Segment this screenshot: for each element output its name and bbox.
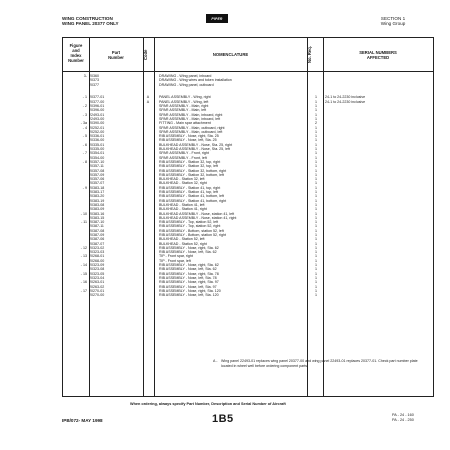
cell-quantity: 1 xyxy=(315,245,317,250)
cell-part-number: 20383-08 xyxy=(89,202,105,207)
cell-nomenclature: RIB ASSEMBLY - Nose, right, Sta. 120 xyxy=(159,288,221,293)
cell-quantity: 1 xyxy=(315,108,317,113)
cell-part-number: 20383-09 xyxy=(89,207,105,212)
cell-nomenclature: BULKHEAD - Station 41, right xyxy=(159,207,207,212)
cell-nomenclature: DRAWING - Wing panel, inboard xyxy=(159,74,212,78)
cell-part-number: 20357-10 xyxy=(89,159,105,164)
cell-part-number: 20387-09 xyxy=(89,232,105,237)
col-serial-header xyxy=(323,50,433,60)
cell-part-number: 20354-01 xyxy=(89,151,105,156)
cell-part-number: 20377 xyxy=(89,82,99,87)
cell-quantity: 1 xyxy=(315,241,317,246)
cell-figure-index: - 3 xyxy=(82,112,87,117)
cell-nomenclature: PANEL ASSEMBLY - Wing, right xyxy=(159,95,211,100)
cell-nomenclature: TIP - Front spar, right xyxy=(159,254,193,259)
cell-figure-index: - 12 xyxy=(80,245,87,250)
cell-quantity: 1 xyxy=(315,185,317,190)
cell-quantity: 1 xyxy=(315,151,317,156)
cell-figure-index: - 10 xyxy=(80,211,87,216)
cell-quantity: 1 xyxy=(315,129,317,134)
cell-nomenclature: SPAR ASSEMBLY - Main, outboard, right xyxy=(159,125,225,130)
cell-nomenclature: BULKHEAD ASSEMBLY - Nose, station 41, left xyxy=(159,211,235,216)
cell-part-number: 20323-04 xyxy=(89,275,105,280)
cell-quantity: 1 xyxy=(315,95,317,100)
cell-figure-index: - 2 xyxy=(82,104,87,109)
cell-part-number: 20383-17 xyxy=(89,190,105,195)
cell-part-number: 20335-00 xyxy=(89,147,105,152)
section-label: SECTION 1 xyxy=(380,16,406,21)
cell-nomenclature: RIB ASSEMBLY - Station 41, top, left xyxy=(159,190,218,195)
cell-figure-index: 3- xyxy=(83,74,87,78)
page-number: 1B5 xyxy=(212,413,234,425)
cell-quantity: 1 xyxy=(315,288,317,293)
cell-part-number: 20396-01 xyxy=(89,104,105,109)
cell-figure-index: - 11 xyxy=(81,220,87,225)
cell-code: A xyxy=(146,99,150,104)
section-group: Wing Group xyxy=(380,21,406,27)
footer-model-1: PA - 24 - 160 xyxy=(392,413,414,417)
cell-part-number: 20336-01 xyxy=(89,134,105,139)
cell-part-number: 20268-01 xyxy=(89,254,105,259)
cell-quantity: 1 xyxy=(315,164,317,169)
cell-nomenclature: SPAR ASSEMBLY - Main, inboard, right xyxy=(159,112,223,117)
cell-part-number: 20323-09 xyxy=(89,263,105,268)
cell-part-number: 20387-11 xyxy=(89,224,104,229)
cell-figure-index: - 6 xyxy=(82,142,87,147)
cell-figure-index: - 7 xyxy=(82,151,87,156)
cell-nomenclature: RIB ASSEMBLY - Nose, left, Sta. 62 xyxy=(159,250,217,255)
footer-model-2: PA - 24 - 250 xyxy=(392,418,414,422)
cell-quantity: 1 xyxy=(315,275,317,280)
cell-quantity: 1 xyxy=(315,159,317,164)
cell-figure-index: - 13 xyxy=(80,254,87,259)
cell-part-number: 20377-00 xyxy=(89,99,105,104)
cell-nomenclature: RIB ASSEMBLY - Station 41, top, right xyxy=(159,185,221,190)
header-subtitle: WING PANEL 20377 ONLY xyxy=(62,21,119,27)
cell-quantity: 1 xyxy=(315,147,317,152)
cell-quantity: 1 xyxy=(315,104,317,109)
cell-nomenclature: RIB ASSEMBLY - Nose, right, Sta. 97 xyxy=(159,280,219,285)
logo-text: PIPER xyxy=(211,16,223,21)
cell-nomenclature: TIP - Front spar, left xyxy=(159,258,191,263)
footer-models xyxy=(392,413,414,423)
cell-quantity: 2 xyxy=(315,121,317,126)
col-code-header: Code xyxy=(143,49,148,61)
cell-quantity: 1 xyxy=(315,254,317,259)
cell-nomenclature: RIB ASSEMBLY - Top, station 52, right xyxy=(159,224,221,229)
cell-figure-index: - 15 xyxy=(80,271,87,276)
note-tag: A - xyxy=(213,359,218,363)
cell-part-number: 20323-08 xyxy=(89,267,105,272)
cell-part-number: 20387-08 xyxy=(89,228,105,233)
cell-nomenclature: RIB ASSEMBLY - Nose, right, Sta. 62 xyxy=(159,263,219,268)
col-fig-line2: and xyxy=(72,48,80,53)
cell-part-number: 20357-08 xyxy=(89,168,105,173)
cell-quantity: 1 xyxy=(315,99,317,104)
cell-part-number: 20252-01 xyxy=(89,125,105,130)
note-text: Wing panel 22493-01 replaces wing panel 20377-00 and wing panel 22493-01 replaces 20377-01. Check part number plate located in wheel well before ordering component parts. xyxy=(221,359,418,368)
header-right xyxy=(358,16,428,27)
cell-part-number: 20387-10 xyxy=(89,220,105,225)
cell-quantity: 1 xyxy=(315,224,317,229)
cell-nomenclature: BULKHEAD - Station 32, right xyxy=(159,181,207,186)
cell-part-number: 20390-00 xyxy=(89,121,105,126)
parts-table xyxy=(62,37,434,397)
cell-part-number: 20387-06 xyxy=(89,237,105,242)
cell-quantity: 1 xyxy=(315,284,317,289)
cell-nomenclature: RIB ASSEMBLY - Station 32, top, right xyxy=(159,159,221,164)
col-fig-line3: Index xyxy=(70,53,82,58)
cell-figure-index: - 4 xyxy=(82,125,87,130)
cell-quantity: 1 xyxy=(315,250,317,255)
cell-nomenclature: SPAR ASSEMBLY - Main, outboard, left xyxy=(159,129,223,134)
col-nomenclature-header: NOMENCLATURE xyxy=(212,52,249,57)
cell-quantity: 1 xyxy=(315,138,317,143)
cell-quantity: 1 xyxy=(315,202,317,207)
cell-serial: 24-1 to 24-2230 inclusive xyxy=(325,99,366,104)
cell-part-number: 20383-18 xyxy=(89,185,105,190)
cell-nomenclature: RIB ASSEMBLY - Nose, left, Sta. 97 xyxy=(159,284,217,289)
cell-quantity: 1 xyxy=(315,293,317,298)
cell-quantity: 1 xyxy=(315,177,317,182)
cell-nomenclature: RIB ASSEMBLY - Nose, right, Sta. 25 xyxy=(159,134,219,139)
cell-quantity: 1 xyxy=(315,211,317,216)
cell-serial: 24-1 to 24-2230 inclusive xyxy=(325,95,366,100)
cell-part-number: 20270-00 xyxy=(89,293,105,298)
header-title: WING CONSTRUCTION xyxy=(62,16,113,21)
cell-nomenclature: RIB ASSEMBLY - Nose, right, Sta. 62 xyxy=(159,245,219,250)
cell-nomenclature: SPAR ASSEMBLY - Main, inboard, left xyxy=(159,116,221,121)
header-rule xyxy=(63,71,433,72)
cell-nomenclature: SPAR ASSEMBLY - Front, right xyxy=(159,151,209,156)
cell-part-number: 20357-09 xyxy=(89,172,105,177)
cell-nomenclature: RIB ASSEMBLY - Nose, left, Sta. 25 xyxy=(159,138,217,143)
cell-quantity: 1 xyxy=(315,194,317,199)
cell-part-number: 20323-03 xyxy=(89,250,105,255)
cell-quantity: 1 xyxy=(315,237,317,242)
col-serial-line1: SERIAL NUMBERS xyxy=(359,50,397,55)
cell-part-number: 20354-00 xyxy=(89,155,105,160)
ordering-footnote: When ordering, always specify Part Number, Description and Serial Number of Aircraft xyxy=(130,402,286,406)
cell-quantity: 1 xyxy=(315,112,317,117)
cell-part-number: 20263-01 xyxy=(89,280,105,285)
cell-part-number: 20270-01 xyxy=(89,288,105,293)
col-part-line1: Part xyxy=(111,50,121,55)
cell-part-number: 20357-11 xyxy=(89,164,104,169)
cell-nomenclature: BULKHEAD ASSEMBLY - Nose, Sta. 25, right xyxy=(159,142,233,147)
cell-part-number: 20323-02 xyxy=(89,245,105,250)
cell-quantity: 1 xyxy=(315,232,317,237)
cell-nomenclature: RIB ASSEMBLY - Nose, left, Sta. 78 xyxy=(159,275,217,280)
cell-quantity: 1 xyxy=(315,267,317,272)
cell-quantity: 1 xyxy=(315,181,317,186)
cell-figure-index: - 5 xyxy=(82,134,87,139)
cell-nomenclature: SPAR ASSEMBLY - Front, left xyxy=(159,155,207,160)
cell-quantity: 1 xyxy=(315,198,317,203)
cell-quantity: 1 xyxy=(315,215,317,220)
cell-nomenclature: BULKHEAD - Station 52, left xyxy=(159,237,205,242)
cell-code: A xyxy=(146,95,150,100)
cell-nomenclature: RIB ASSEMBLY - Top, station 52, left xyxy=(159,220,219,225)
cell-quantity: 1 xyxy=(315,220,317,225)
cell-part-number: 22493-01 xyxy=(89,112,105,117)
cell-figure-index: - 9 xyxy=(82,185,87,190)
cell-nomenclature: RIB ASSEMBLY - Station 32, bottom, left xyxy=(159,172,224,177)
cell-part-number: 20263-02 xyxy=(89,284,105,289)
cell-quantity: 1 xyxy=(315,116,317,121)
cell-quantity: 1 xyxy=(315,258,317,263)
cell-nomenclature: BULKHEAD ASSEMBLY - Nose, Sta. 25, left xyxy=(159,147,230,152)
cell-nomenclature: FITTING - Main spar attachment xyxy=(159,121,211,126)
cell-part-number: 20387-07 xyxy=(89,241,105,246)
cell-nomenclature: RIB ASSEMBLY - Station 32, bottom, right xyxy=(159,168,227,173)
cell-nomenclature: BULKHEAD - Station 41, left xyxy=(159,202,205,207)
cell-quantity: 1 xyxy=(315,155,317,160)
cell-part-number: 20360 xyxy=(89,74,99,78)
cell-figure-index: - 17 xyxy=(80,288,87,293)
cell-quantity: 1 xyxy=(315,271,317,276)
cell-part-number: 22493-00 xyxy=(89,116,105,121)
col-serial-line2: AFFECTED xyxy=(366,55,390,60)
cell-quantity: 1 xyxy=(315,172,317,177)
cell-part-number: 20335-01 xyxy=(89,142,105,147)
cell-nomenclature: RIB ASSEMBLY - Bottom, station 52, left xyxy=(159,228,224,233)
cell-quantity: 1 xyxy=(315,263,317,268)
col-part-header xyxy=(89,50,143,60)
cell-nomenclature: PANEL ASSEMBLY - Wing, left xyxy=(159,99,209,104)
piper-logo xyxy=(206,14,228,23)
col-fig-line1: Figure xyxy=(69,43,83,48)
cell-nomenclature: RIB ASSEMBLY - Station 41, bottom, right xyxy=(159,198,227,203)
cell-quantity: 1 xyxy=(315,228,317,233)
cell-part-number: 20357-06 xyxy=(89,177,105,182)
cell-nomenclature: DRAWING - Wing wires and token installation xyxy=(159,78,232,83)
cell-nomenclature: RIB ASSEMBLY - Nose, left, Sta. 62 xyxy=(159,267,217,272)
cell-figure-index: - 8 xyxy=(82,159,87,164)
cell-nomenclature: RIB ASSEMBLY - Nose, left, Sta. 120 xyxy=(159,293,219,298)
col-part-line2: Number xyxy=(108,55,124,60)
cell-part-number: 20383-20 xyxy=(89,194,105,199)
cell-nomenclature: SPAR ASSEMBLY - Main, left xyxy=(159,108,207,113)
cell-quantity: 1 xyxy=(315,125,317,130)
cell-quantity: 1 xyxy=(315,280,317,285)
cell-part-number: 20377-01 xyxy=(89,95,105,100)
cell-part-number: 20268-00 xyxy=(89,258,105,263)
cell-nomenclature: BULKHEAD - Station 32, left xyxy=(159,177,205,182)
cell-nomenclature: SPAR ASSEMBLY - Main, right xyxy=(159,104,209,109)
cell-part-number: 20373 xyxy=(89,78,99,83)
cell-quantity: 1 xyxy=(315,190,317,195)
cell-part-number: 20357-07 xyxy=(89,181,105,186)
cell-part-number: 20323-05 xyxy=(89,271,105,276)
cell-figure-index: - 3a xyxy=(80,121,87,126)
table-body xyxy=(63,74,433,297)
cell-figure-index: - 16 xyxy=(80,280,87,285)
cell-figure-index: - 1 xyxy=(82,95,87,100)
cell-nomenclature: DRAWING - Wing panel, outboard xyxy=(159,82,214,87)
col-qty-header: No. Req. xyxy=(307,46,312,64)
col-fig-line4: Number xyxy=(68,58,84,63)
cell-quantity: 1 xyxy=(315,142,317,147)
cell-quantity: 1 xyxy=(315,168,317,173)
cell-part-number: 20396-00 xyxy=(89,108,105,113)
table-row xyxy=(63,293,433,297)
header-left xyxy=(62,16,119,27)
cell-part-number: 20383-19 xyxy=(89,198,105,203)
cell-nomenclature: RIB ASSEMBLY - Bottom, station 52, right xyxy=(159,232,226,237)
cell-part-number: 20383-16 xyxy=(89,211,105,216)
cell-nomenclature: BULKHEAD ASSEMBLY - Nose, station 41, right xyxy=(159,215,237,220)
cell-figure-index: - 14 xyxy=(80,263,87,268)
footer-date: IPB/072- MAY 1998 xyxy=(62,418,103,423)
cell-part-number: 20383-15 xyxy=(89,215,105,220)
cell-nomenclature: RIB ASSEMBLY - Station 41, bottom, left xyxy=(159,194,224,199)
cell-nomenclature: BULKHEAD - Station 52, right xyxy=(159,241,207,246)
cell-quantity: 1 xyxy=(315,134,317,139)
cell-part-number: 20336-00 xyxy=(89,138,105,143)
cell-quantity: 1 xyxy=(315,207,317,212)
col-fig-header xyxy=(63,43,89,63)
cell-part-number: 20252-00 xyxy=(89,129,105,134)
cell-nomenclature: RIB ASSEMBLY - Nose, right, Sta. 78 xyxy=(159,271,219,276)
cell-nomenclature: RIB ASSEMBLY - Station 32, top, left xyxy=(159,164,218,169)
